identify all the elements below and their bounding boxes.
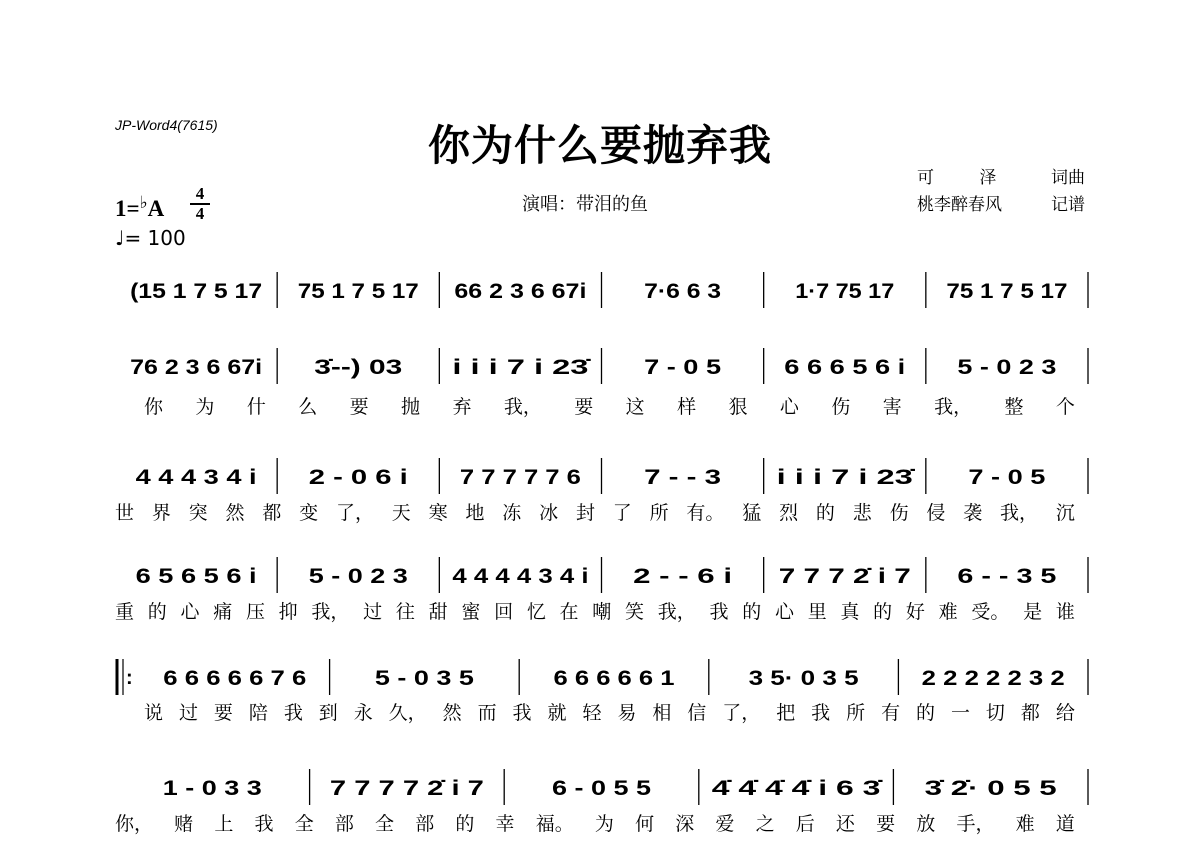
lyric-syllable: 侵 [926, 502, 946, 524]
lyrics-line-4 [115, 597, 1075, 624]
measure: 3 5· 0 3 5 [748, 667, 859, 690]
lyric-syllable: 在 [559, 601, 579, 623]
lyric-syllable: 的 [455, 813, 475, 835]
lyric-syllable: 要 [876, 813, 896, 835]
lyric-syllable: 心 [774, 601, 794, 623]
lyric-syllable: 烈 [779, 502, 799, 524]
measure: 75 1 7 5 17 [297, 280, 419, 303]
lyric-syllable: 然 [442, 702, 462, 724]
composer-role: 词曲 [1051, 168, 1085, 188]
lyric-syllable: 所 [846, 702, 866, 724]
measure: 4 4 4 4 3 4 i [452, 565, 589, 588]
lyric-syllable: 重 [115, 601, 135, 623]
lyric-syllable: 痛 [213, 601, 233, 623]
lyric-syllable: 然 [225, 502, 245, 524]
lyric-syllable: 回 [494, 601, 514, 623]
lyric-syllable: 难 [938, 601, 958, 623]
lyric-syllable: 谁 [1055, 601, 1075, 623]
measure: 75 1 7 5 17 [946, 280, 1068, 303]
lyric-syllable: 我， [311, 601, 350, 623]
lyric-syllable: 爱 [715, 813, 735, 835]
lyric-syllable: 的 [815, 502, 835, 524]
measure: (15 1 7 5 17 [130, 280, 263, 303]
lyric-syllable: 全 [375, 813, 395, 835]
lyric-syllable: 福。 [535, 813, 574, 835]
lyric-syllable: 抛 [401, 396, 421, 418]
lyric-syllable: 上 [214, 813, 234, 835]
lyric-syllable: 所 [649, 502, 669, 524]
lyric-syllable: 了， [335, 502, 374, 524]
lyric-syllable: 心 [180, 601, 200, 623]
lyric-syllable: 赌 [174, 813, 194, 835]
measure: 2 - 0 6 i [308, 466, 408, 489]
lyric-syllable: 蜜 [461, 601, 481, 623]
lyric-syllable: 陪 [248, 702, 268, 724]
measure: 6 6 6 6 6 1 [553, 667, 675, 690]
measure: 6 6 6 5 6 i [784, 356, 906, 379]
lyric-syllable: 都 [1020, 702, 1040, 724]
measure: 6 5 6 5 6 i [135, 565, 257, 588]
lyric-syllable: 有 [881, 702, 901, 724]
lyric-syllable: 封 [575, 502, 595, 524]
measure: 76 2 3 6 67i [130, 356, 263, 379]
lyric-syllable: 一 [950, 702, 970, 724]
lyric-syllable: 悲 [852, 502, 872, 524]
lyric-syllable: 我， [503, 396, 542, 418]
lyric-syllable: 世 [115, 502, 135, 524]
key-tonic: A [147, 196, 165, 221]
lyric-syllable: 个 [1055, 396, 1075, 418]
lyric-syllable: 的 [147, 601, 167, 623]
lyric-syllable: 久， [388, 702, 427, 724]
measure: 5 - 0 2 3 [957, 356, 1057, 379]
lyric-syllable: 何 [635, 813, 655, 835]
measure: 7 - - 3 [644, 466, 722, 489]
lyric-syllable: 压 [245, 601, 265, 623]
lyric-syllable: 袭 [963, 502, 983, 524]
lyric-syllable: 是 [1023, 601, 1043, 623]
key-degree: 1 [115, 196, 127, 221]
lyric-syllable: 变 [299, 502, 319, 524]
lyric-syllable: 全 [294, 813, 314, 835]
measure: 7 7 7 7 7 6 [459, 466, 581, 489]
quarter-note-icon: ♩ [115, 226, 125, 250]
lyric-syllable: 狠 [728, 396, 748, 418]
lyric-syllable: 的 [873, 601, 893, 623]
lyric-syllable: 放 [916, 813, 936, 835]
lyric-syllable: 把 [776, 702, 796, 724]
lyric-syllable: 整 [1004, 396, 1024, 418]
lyric-syllable: 的 [916, 702, 936, 724]
measure: 6 6 6 6 6 7 6 [163, 667, 307, 690]
lyrics-line-5 [144, 698, 1075, 725]
lyric-syllable: 就 [547, 702, 567, 724]
lyric-syllable: 心 [779, 396, 799, 418]
lyric-syllable: 要 [574, 396, 594, 418]
measure: 6 - - 3 5 [957, 565, 1057, 588]
lyric-syllable: 为 [594, 813, 614, 835]
lyric-syllable: 过 [178, 702, 198, 724]
lyric-syllable: 里 [807, 601, 827, 623]
lyric-syllable: 甜 [428, 601, 448, 623]
lyric-syllable: 猛 [742, 502, 762, 524]
song-title: 你为什么要抛弃我 [427, 121, 772, 170]
lyric-syllable: 了 [612, 502, 632, 524]
singer-credit: 演唱：带泪的鱼 [522, 194, 648, 215]
lyric-syllable: 你， [115, 813, 154, 835]
lyric-syllable: 样 [677, 396, 697, 418]
lyric-syllable: 伤 [889, 502, 909, 524]
measure: 3̇--) 03 [314, 356, 403, 379]
lyric-syllable: 害 [882, 396, 902, 418]
lyric-syllable: 而 [477, 702, 497, 724]
lyric-syllable: 沉 [1055, 502, 1075, 524]
lyric-syllable: 幸 [495, 813, 515, 835]
lyric-syllable: 我 [811, 702, 831, 724]
measure: 4̇ 4̇ 4̇ 4̇ i 6 3̇ [711, 777, 884, 800]
lyric-syllable: 嘲 [592, 601, 612, 623]
transcriber-role: 记谱 [1051, 195, 1085, 215]
measure: 1 - 0 3 3 [162, 777, 262, 800]
lyric-syllable: 地 [465, 502, 485, 524]
measure: 7·6 6 3 [644, 280, 722, 303]
lyric-syllable: 的 [742, 601, 762, 623]
lyric-syllable: 手， [956, 813, 995, 835]
lyric-syllable: 伤 [831, 396, 851, 418]
measure: 7 7 7 2̇ i 7 [778, 565, 911, 588]
lyric-syllable: 都 [262, 502, 282, 524]
lyric-syllable: 弃 [452, 396, 472, 418]
measure: 1·7 75 17 [795, 280, 895, 303]
lyric-syllable: 我， [934, 396, 973, 418]
lyric-syllable: 要 [213, 702, 233, 724]
lyric-syllable: 抑 [278, 601, 298, 623]
lyric-syllable: 深 [675, 813, 695, 835]
time-signature-bottom: 4 [195, 204, 205, 223]
software-watermark: JP-Word4(7615) [115, 117, 218, 133]
lyric-syllable: 么 [298, 396, 318, 418]
measure: i i i 7 i 23̇ [452, 356, 592, 379]
lyric-syllable: 我 [709, 601, 729, 623]
lyric-syllable: 冻 [502, 502, 522, 524]
measure: 6 - 0 5 5 [552, 777, 652, 800]
lyric-syllable: 天 [391, 502, 411, 524]
lyric-syllable: 好 [905, 601, 925, 623]
measure: 5 - 0 3 5 [374, 667, 475, 690]
lyric-syllable: 我， [657, 601, 696, 623]
lyric-syllable: 到 [318, 702, 338, 724]
lyric-syllable: 之 [755, 813, 775, 835]
lyric-syllable: 你 [144, 396, 164, 418]
measure: 7 7 7 7 2̇ i 7 [329, 777, 484, 800]
lyric-syllable: 什 [246, 396, 266, 418]
lyric-syllable: 有。 [686, 502, 725, 524]
lyric-syllable: 忆 [526, 601, 546, 623]
lyric-syllable: 我 [512, 702, 532, 724]
lyric-syllable: 切 [985, 702, 1005, 724]
lyric-syllable: 了， [722, 702, 761, 724]
measure: i i i 7 i 23̇ [776, 466, 916, 489]
lyric-syllable: 往 [395, 601, 415, 623]
lyric-syllable: 信 [687, 702, 707, 724]
measure: 4 4 4 3 4 i [135, 466, 257, 489]
lyric-syllable: 我， [1000, 502, 1039, 524]
transcriber-name: 桃李醉春风 [917, 195, 1002, 215]
lyric-syllable: 难 [1015, 813, 1035, 835]
lyric-syllable: 道 [1055, 813, 1075, 835]
lyric-syllable: 部 [334, 813, 354, 835]
lyric-syllable: 真 [840, 601, 860, 623]
lyric-syllable: 部 [415, 813, 435, 835]
measure: 5 - 0 2 3 [308, 565, 408, 588]
lyric-syllable: 永 [353, 702, 373, 724]
key-equals: = [126, 196, 140, 221]
lyric-syllable: 说 [144, 702, 164, 724]
lyric-syllable: 还 [835, 813, 855, 835]
tempo-value: = 100 [124, 226, 186, 250]
lyric-syllable: 过 [363, 601, 383, 623]
lyrics-line-2 [144, 392, 1075, 419]
measure: 2 2 2 2 2 3 2 [921, 667, 1065, 690]
lyric-syllable: 这 [625, 396, 645, 418]
measure: 3̇ 2̇· 0 5 5 [924, 777, 1058, 800]
measure: 7 - 0 5 [968, 466, 1046, 489]
lyrics-line-3 [115, 498, 1075, 525]
measure: 66 2 3 6 67i [454, 280, 587, 303]
lyric-syllable: 界 [151, 502, 171, 524]
lyric-syllable: 突 [188, 502, 208, 524]
lyric-syllable: 轻 [582, 702, 602, 724]
lyric-syllable: 受。 [971, 601, 1010, 623]
lyrics-line-6 [115, 809, 1075, 836]
lyric-syllable: 相 [652, 702, 672, 724]
lyric-syllable: 我 [254, 813, 274, 835]
lyric-syllable: 要 [349, 396, 369, 418]
lyric-syllable: 我 [283, 702, 303, 724]
lyric-syllable: 为 [195, 396, 215, 418]
lyric-syllable: 寒 [428, 502, 448, 524]
measure: 7 - 0 5 [644, 356, 722, 379]
lyric-syllable: 后 [795, 813, 815, 835]
repeat-dots: : [126, 667, 133, 689]
lyric-syllable: 冰 [539, 502, 559, 524]
lyric-syllable: 给 [1055, 702, 1075, 724]
flat-icon: ♭ [139, 193, 148, 212]
measure: 2 - - 6 i [633, 565, 733, 588]
composer-name: 可 泽 [917, 168, 997, 188]
time-signature-top: 4 [195, 184, 205, 203]
lyric-syllable: 易 [617, 702, 637, 724]
lyric-syllable: 笑 [625, 601, 645, 623]
